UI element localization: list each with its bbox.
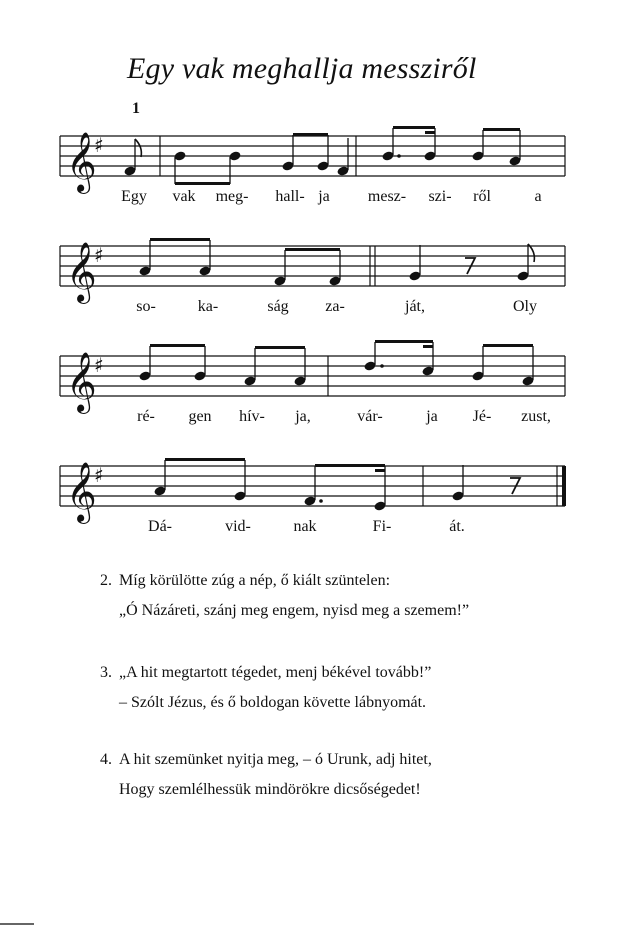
system-number: 1: [132, 100, 140, 117]
lyric-syllable: Fi-: [372, 518, 392, 535]
verse-number: 2.: [100, 572, 112, 589]
lyric-syllable: mesz-: [367, 188, 407, 205]
verse-number: 3.: [100, 664, 112, 681]
music-staff-3: [60, 342, 570, 425]
verse-line: „A hit megtartott tégedet, menj békével tovább!”: [119, 664, 432, 681]
page-edge-mark: [0, 923, 34, 925]
verse-line: Hogy szemlélhessük mindörökre dicsőségedet!: [119, 781, 421, 798]
lyric-syllable: ja: [318, 188, 330, 205]
music-staff-4: [60, 452, 570, 535]
lyric-syllable: Egy: [121, 188, 147, 205]
verse-text: [119, 658, 431, 718]
lyric-syllable: Oly: [513, 298, 537, 315]
verse-line: – Szólt Jézus, és ő boldogan követte lábnyomát.: [119, 694, 427, 711]
lyric-syllable: ját,: [405, 298, 425, 315]
lyric-syllable: ka-: [197, 298, 219, 315]
lyric-syllable: zust,: [521, 408, 551, 425]
treble-clef-icon: 𝄞: [66, 132, 97, 192]
verse-text: [119, 745, 432, 805]
lyric-syllable: a: [534, 188, 542, 205]
lyric-syllable: vár-: [357, 408, 383, 425]
treble-clef-icon: 𝄞: [66, 462, 97, 522]
treble-clef-icon: 𝄞: [66, 352, 97, 412]
verse-line: Míg körülötte zúg a nép, ő kiált szüntelen:: [119, 572, 391, 589]
lyric-syllable: ről: [473, 188, 491, 205]
lyric-syllable: gen: [188, 408, 212, 425]
verse-text: [119, 566, 469, 626]
final-barline: [562, 466, 566, 506]
lyric-syllable: Jé-: [472, 408, 492, 425]
sharp-key-signature-icon: ♯: [94, 133, 104, 157]
sharp-key-signature-icon: ♯: [94, 353, 104, 377]
verse-number: 4.: [100, 751, 112, 768]
song-title: Egy vak meghallja messziről: [127, 52, 477, 85]
lyric-syllable: so-: [136, 298, 156, 315]
lyric-syllable: át.: [449, 518, 465, 535]
lyric-syllable: ré-: [137, 408, 155, 425]
lyric-syllable: vid-: [225, 518, 251, 535]
music-staff-2: [60, 232, 570, 315]
sharp-key-signature-icon: ♯: [94, 463, 104, 487]
lyric-syllable: ja,: [295, 408, 311, 425]
lyric-syllable: vak: [172, 188, 196, 205]
lyric-syllable: hív-: [239, 408, 265, 425]
treble-clef-icon: 𝄞: [66, 242, 97, 302]
lyric-syllable: szi-: [428, 188, 452, 205]
lyric-syllable: ja: [426, 408, 438, 425]
music-staff-1: [60, 122, 570, 205]
lyric-syllable: meg-: [215, 188, 249, 205]
verse-line: A hit szemünket nyitja meg, – ó Urunk, adj hitet,: [119, 751, 432, 768]
lyric-syllable: hall-: [275, 188, 305, 205]
lyric-syllable: nak: [293, 518, 317, 535]
lyric-syllable: Dá-: [148, 518, 172, 535]
verse-line: „Ó Názáreti, szánj meg engem, nyisd meg a szemem!”: [119, 602, 470, 619]
lyric-syllable: za-: [325, 298, 345, 315]
sharp-key-signature-icon: ♯: [94, 243, 104, 267]
lyric-syllable: ság: [267, 298, 289, 315]
